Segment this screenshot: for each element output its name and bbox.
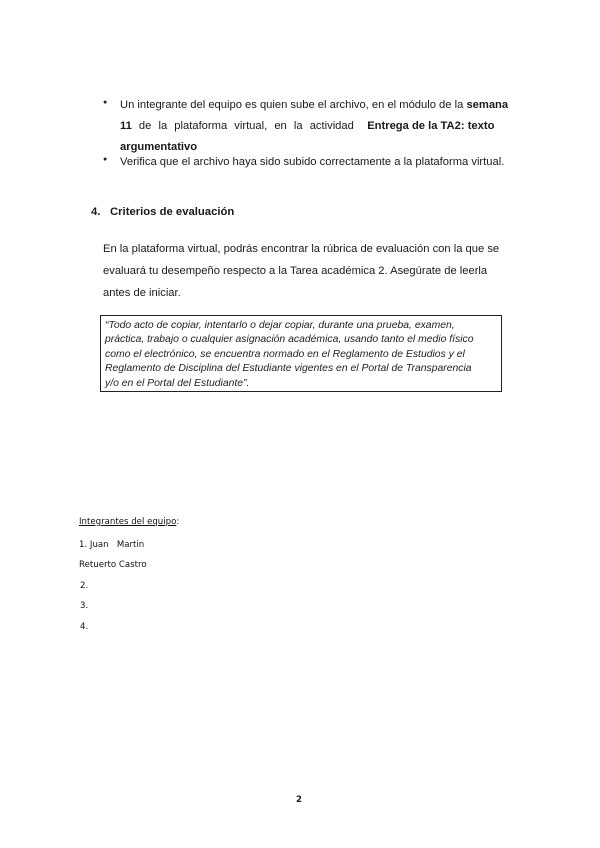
bullet-bold-text: semana <box>466 99 509 111</box>
page-number: 2 <box>296 795 302 805</box>
section-title: Criterios de evaluación <box>110 206 235 218</box>
bullet-text: Un integrante del equipo es quien sube el archivo, en el módulo de la <box>120 99 467 111</box>
bullet-dot-icon: ● <box>103 156 108 163</box>
bullet-bold-text: 11 <box>120 120 132 132</box>
integrity-quote-box <box>100 315 502 392</box>
bullet-bold-text: Entrega de la TA2: texto <box>367 120 495 132</box>
section-number: 4. <box>91 206 101 218</box>
quote-line: Reglamento de Disciplina del Estudiante vigentes en el Portal de Transparencia <box>105 363 472 375</box>
team-heading <box>79 517 179 527</box>
section-heading <box>91 206 234 218</box>
evaluation-paragraph <box>103 238 513 304</box>
quote-line: y/o en el Portal del Estudiante”. <box>105 377 250 389</box>
bullet-bold-text: argumentativo <box>120 141 198 153</box>
bullet-item-verify <box>120 152 520 173</box>
bullet-text: Verifica que el archivo haya sido subido correctamente a la plataforma virtual. <box>120 156 505 168</box>
team-member-4: 4. <box>80 622 89 632</box>
paragraph-line: En la plataforma virtual, podrás encontrar la rúbrica de evaluación con la que se <box>103 243 500 255</box>
bullet-item-upload <box>120 95 515 158</box>
team-member-3: 3. <box>80 601 89 611</box>
bullet-text: de la plataforma virtual, en la actividad <box>131 120 361 132</box>
team-title-colon: : <box>176 517 180 527</box>
team-member-2: 2. <box>80 581 89 591</box>
team-title: Integrantes del equipo <box>79 517 177 527</box>
quote-line: “Todo acto de copiar, intentarlo o dejar copiar, durante una prueba, examen, <box>105 320 455 331</box>
quote-line: como el electrónico, se encuentra normado en el Reglamento de Estudios y el <box>105 348 465 360</box>
paragraph-line: antes de iniciar. <box>103 287 181 299</box>
bullet-dot-icon: ● <box>103 99 108 106</box>
team-member-1: 1. Juan Martin <box>79 540 145 550</box>
quote-line: práctica, trabajo o cualquier asignación académica, usando tanto el medio físico <box>105 334 474 346</box>
paragraph-line: evaluará tu desempeño respecto a la Tarea académica 2. Asegúrate de leerla <box>103 265 488 277</box>
team-member-1-surname: Retuerto Castro <box>79 560 147 570</box>
